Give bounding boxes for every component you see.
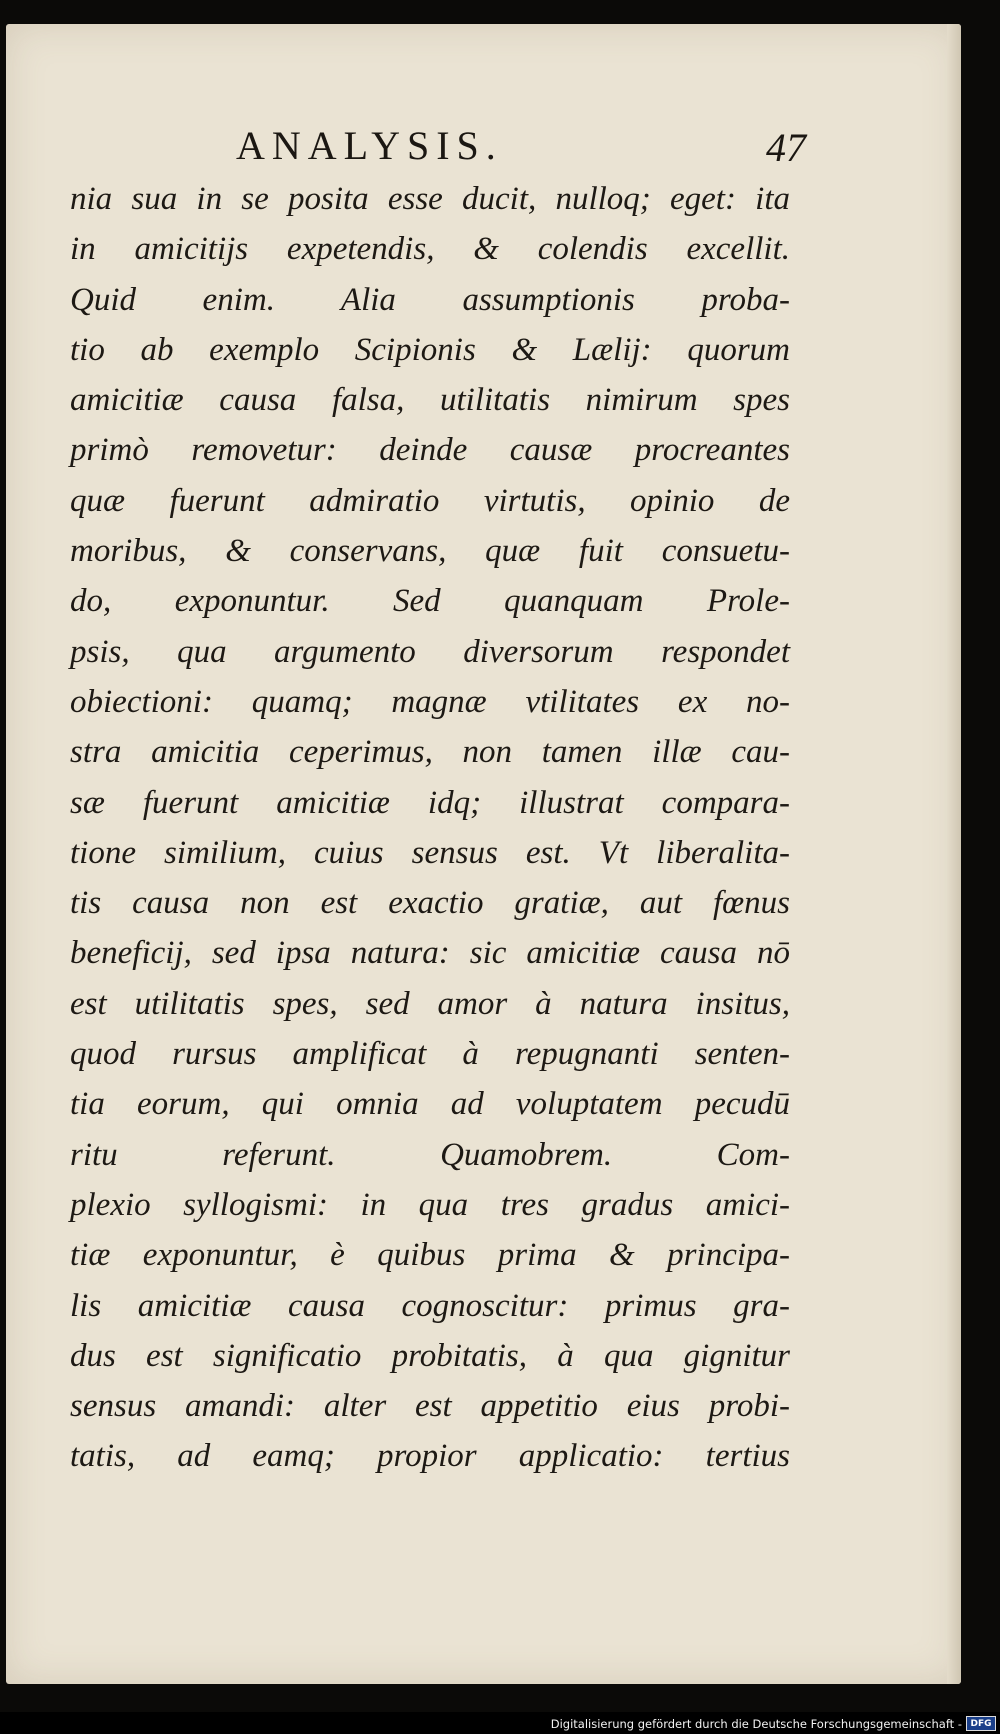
body-text (70, 174, 790, 1482)
dfg-logo: DFG (966, 1716, 996, 1731)
text-line: tiæ exponuntur, è quibus prima & principa- (70, 1237, 790, 1274)
text-line: tis causa non est exactio gratiæ, aut fœnus (70, 885, 790, 922)
text-line: tio ab exemplo Scipionis & Lælij: quorum (70, 331, 790, 368)
text-line: stra amicitia ceperimus, non tamen illæ cau- (70, 734, 790, 771)
running-title: ANALYSIS. (236, 123, 503, 168)
text-line: sæ fuerunt amicitiæ idq; illustrat compara- (70, 784, 790, 821)
book-page (6, 24, 961, 1684)
text-line: ritu referunt. Quamobrem. Com- (70, 1136, 790, 1173)
text-line: primò removetur: deinde causæ procreantes (70, 432, 790, 469)
text-line: moribus, & conservans, quæ fuit consuetu- (70, 533, 790, 570)
text-line: amicitiæ causa falsa, utilitatis nimirum spes (70, 382, 790, 419)
text-line: in amicitijs expetendis, & colendis excellit. (70, 231, 790, 268)
text-line: sensus amandi: alter est appetitio eius probi- (70, 1388, 790, 1425)
text-line: dus est significatio probitatis, à qua gignitur (70, 1337, 790, 1374)
text-line: quod rursus amplificat à repugnanti senten- (70, 1036, 790, 1073)
page-number: 47 (766, 125, 806, 170)
text-line: tia eorum, qui omnia ad voluptatem pecudū (70, 1086, 790, 1123)
text-line: est utilitatis spes, sed amor à natura insitus, (70, 985, 790, 1022)
text-line: do, exponuntur. Sed quanquam Prole- (70, 583, 790, 620)
text-line: beneficij, sed ipsa natura: sic amicitiæ causa nō (70, 935, 790, 972)
text-line: obiectioni: quamq; magnæ vtilitates ex no- (70, 683, 790, 720)
text-line: Quid enim. Alia assumptionis proba- (70, 281, 790, 318)
text-line: tatis, ad eamq; propior applicatio: tertius (70, 1438, 790, 1475)
text-line: nia sua in se posita esse ducit, nulloq; eget: ita (70, 181, 790, 217)
digitization-credit: Digitalisierung gefördert durch die Deutsche Forschungsgemeinschaft - (550, 1717, 962, 1731)
page-header (66, 122, 806, 172)
page-edge (947, 24, 961, 1684)
text-line: tione similium, cuius sensus est. Vt liberalita- (70, 834, 790, 871)
text-line: psis, qua argumento diversorum respondet (70, 633, 790, 670)
text-line: lis amicitiæ causa cognoscitur: primus gra- (70, 1287, 790, 1324)
footer-bar (0, 1712, 1000, 1734)
text-line: quæ fuerunt admiratio virtutis, opinio de (70, 482, 790, 519)
text-line: plexio syllogismi: in qua tres gradus amici- (70, 1186, 790, 1223)
